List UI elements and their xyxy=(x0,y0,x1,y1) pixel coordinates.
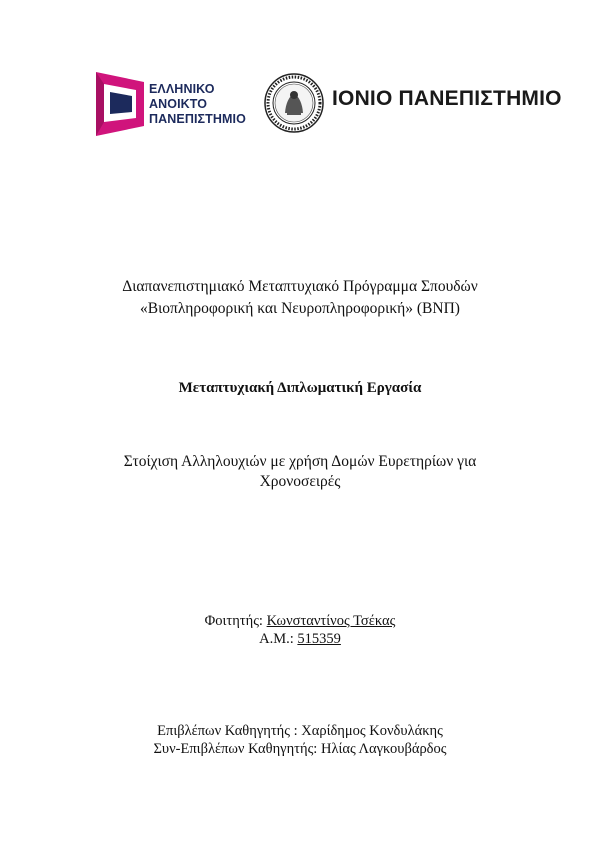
student-row xyxy=(40,612,560,630)
student-id-label: Α.Μ.: xyxy=(259,631,298,647)
thesis-title-line-1: Στοίχιση Αλληλουχιών με χρήση Δομών Ευρετηρίων για xyxy=(123,453,477,470)
co-supervisor-name: Ηλίας Λαγκουβάρδος xyxy=(320,741,447,757)
program-line-1: Διαπανεπιστημιακό Μεταπτυχιακό Πρόγραμμα Σπουδών xyxy=(122,278,478,295)
hou-emblem-icon xyxy=(88,72,148,136)
ionian-university-name: ΙΟΝΙΟ ΠΑΝΕΠΙΣΤΗΜΙΟ xyxy=(332,87,562,110)
supervisor-label: Επιβλέπων Καθηγητής : xyxy=(157,723,302,739)
thesis-title-line-2: Χρονοσειρές xyxy=(259,473,341,490)
student-name: Κωνσταντίνος Τσέκας xyxy=(266,613,396,629)
hou-logo xyxy=(88,72,263,136)
ionian-seal-icon xyxy=(264,73,324,133)
hou-wordmark xyxy=(149,82,246,127)
hou-line-2: ΑΝΟΙΚΤΟ xyxy=(149,97,208,111)
thesis-type: Μεταπτυχιακή Διπλωματική Εργασία xyxy=(178,380,422,396)
student-info xyxy=(40,612,560,648)
co-supervisor-row xyxy=(40,740,560,758)
student-id: 515359 xyxy=(297,631,341,647)
hou-line-1: ΕΛΛΗΝΙΚΟ xyxy=(149,82,215,96)
student-id-row xyxy=(40,630,560,648)
thesis-title xyxy=(40,452,560,492)
supervisors-info xyxy=(40,722,560,758)
supervisor-name: Χαρίδημος Κονδυλάκης xyxy=(301,723,443,739)
student-label: Φοιτητής: xyxy=(204,613,267,629)
program-title xyxy=(40,276,560,320)
co-supervisor-label: Συν-Επιβλέπων Καθηγητής: xyxy=(153,741,321,757)
supervisor-row xyxy=(40,722,560,740)
hou-line-3: ΠΑΝΕΠΙΣΤΗΜΙΟ xyxy=(149,112,246,126)
program-line-2: «Βιοπληροφορική και Νευροπληροφορική» (ΒΝΠ) xyxy=(140,300,460,317)
